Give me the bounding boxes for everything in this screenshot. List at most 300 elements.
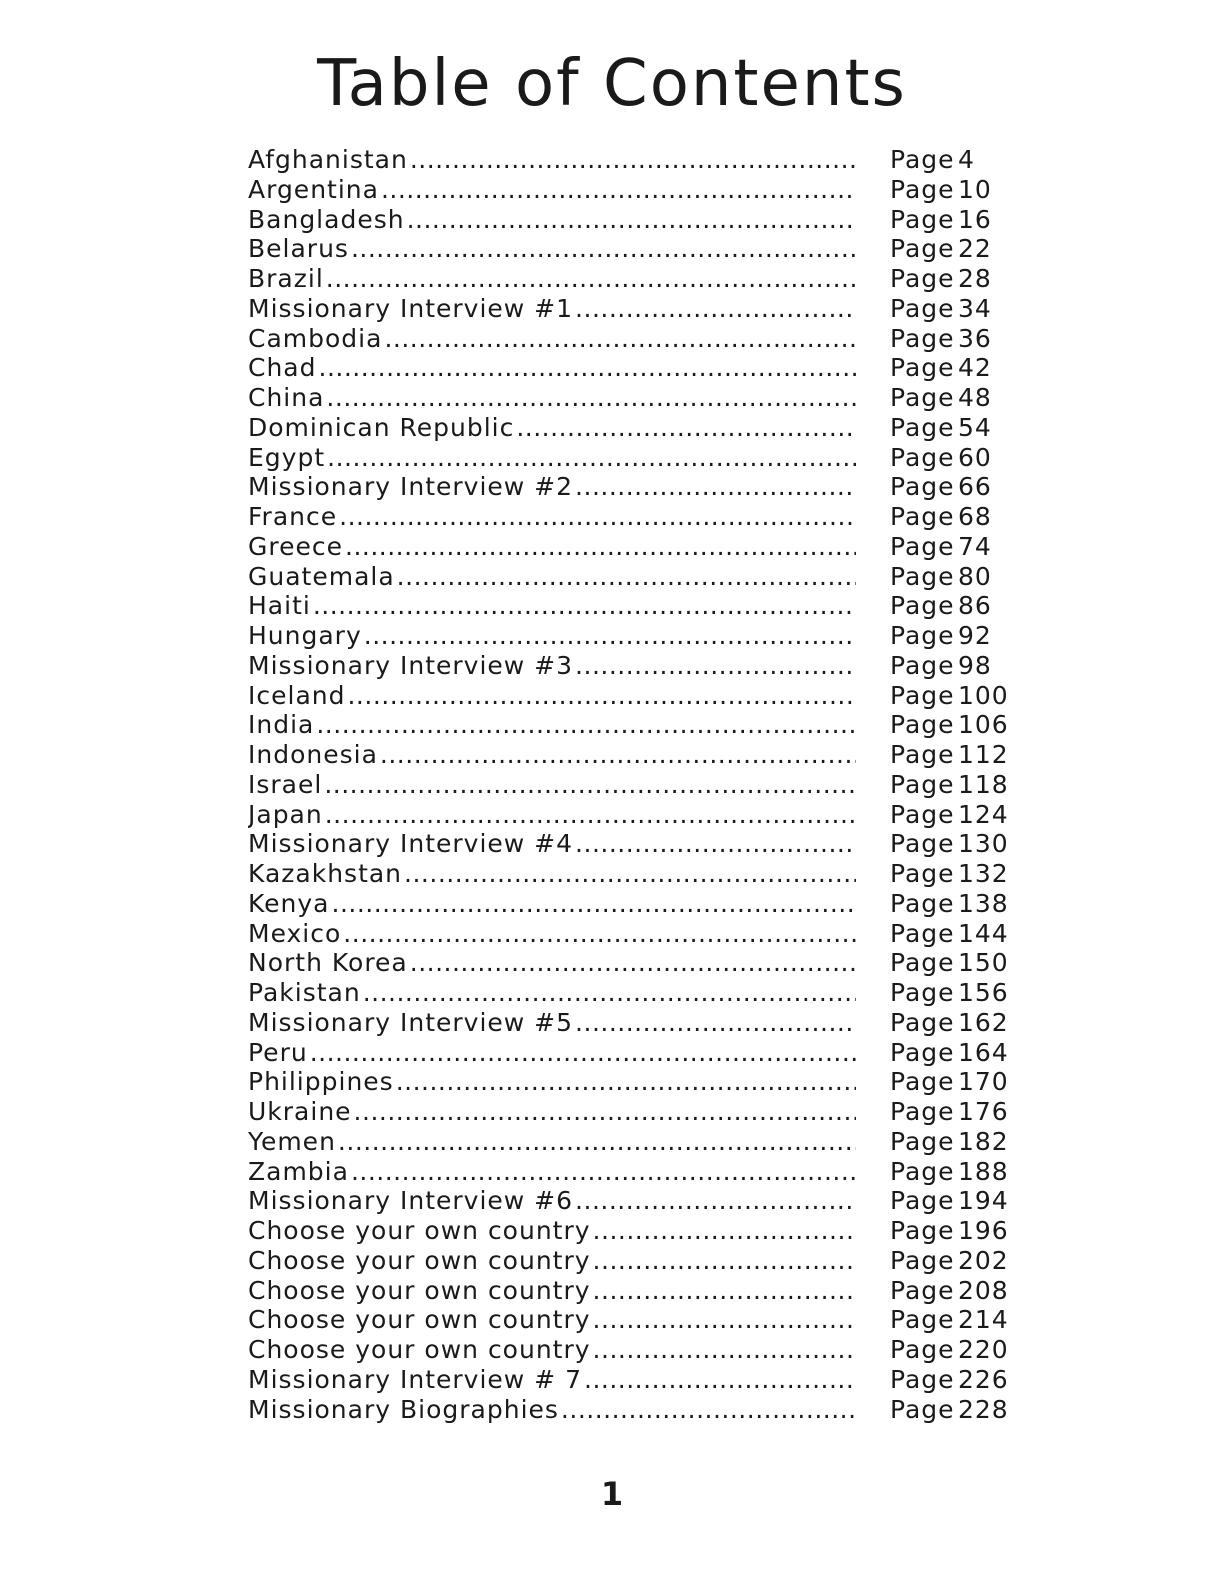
toc-entry-page-ref bbox=[890, 294, 992, 324]
toc-page-word: Page bbox=[890, 1156, 955, 1186]
toc-page-number: 36 bbox=[958, 323, 992, 353]
toc-entry-page-ref bbox=[890, 978, 1009, 1008]
dot-leader bbox=[310, 1038, 856, 1068]
page-title: Table of Contents bbox=[317, 47, 907, 121]
dot-leader bbox=[363, 978, 856, 1008]
dot-leader bbox=[575, 472, 856, 502]
toc-page-number: 112 bbox=[958, 740, 1009, 769]
toc-entry bbox=[248, 1186, 1038, 1216]
toc-entry-title-leader bbox=[248, 681, 856, 711]
dot-leader bbox=[593, 1305, 856, 1335]
toc-page-word: Page bbox=[890, 145, 955, 174]
toc-entry-title-leader bbox=[248, 800, 856, 830]
toc-entry-page-ref bbox=[890, 710, 1009, 740]
toc-entry bbox=[248, 919, 1038, 949]
toc-entry-page-ref bbox=[890, 1067, 1009, 1097]
toc-entry-label: Choose your own country bbox=[248, 1335, 591, 1364]
toc-entry-label: Missionary Interview #3 bbox=[248, 650, 574, 680]
toc-page-word: Page bbox=[890, 174, 955, 204]
toc-page-word: Page bbox=[890, 799, 955, 829]
dot-leader bbox=[316, 710, 856, 740]
toc-entry-page-ref bbox=[890, 1395, 1009, 1425]
toc-page-word: Page bbox=[890, 859, 955, 888]
toc-entry-label: Greece bbox=[248, 531, 343, 561]
toc-entry-label: Missionary Biographies bbox=[248, 1394, 559, 1424]
toc-entry-page-ref bbox=[890, 1008, 1009, 1038]
toc-entry-title-leader bbox=[248, 978, 856, 1008]
toc-page-word: Page bbox=[890, 293, 955, 323]
toc-entry-title-leader bbox=[248, 651, 856, 681]
toc-entry bbox=[248, 234, 1038, 264]
toc-entry-title-leader bbox=[248, 1335, 856, 1365]
toc-entry bbox=[248, 740, 1038, 770]
toc-entry-page-ref bbox=[890, 175, 992, 205]
toc-entry-label: Missionary Interview #2 bbox=[248, 472, 574, 502]
toc-entry-title-leader bbox=[248, 205, 856, 235]
dot-leader bbox=[347, 681, 856, 711]
toc-page-word: Page bbox=[890, 383, 955, 412]
toc-page-word: Page bbox=[890, 204, 955, 234]
toc-entry-page-ref bbox=[890, 1038, 1009, 1068]
dot-leader bbox=[575, 1008, 856, 1038]
toc-entry-page-ref bbox=[890, 413, 992, 443]
toc-page-word: Page bbox=[890, 1335, 955, 1364]
toc-page-number: 194 bbox=[958, 1186, 1009, 1216]
toc-entry-page-ref bbox=[890, 234, 992, 264]
toc-entry-title-leader bbox=[248, 472, 856, 502]
toc-entry-page-ref bbox=[890, 1127, 1009, 1157]
toc-entry-title-leader bbox=[248, 591, 856, 621]
toc-entry bbox=[248, 1395, 1038, 1425]
toc-entry-label: Guatemala bbox=[248, 561, 395, 591]
toc-page-word: Page bbox=[890, 650, 955, 680]
toc-entry bbox=[248, 1038, 1038, 1068]
footer-page-number: 1 bbox=[600, 1475, 624, 1513]
toc-entry-page-ref bbox=[890, 681, 1009, 711]
toc-entry-page-ref bbox=[890, 1097, 1009, 1127]
toc-page-word: Page bbox=[890, 1037, 955, 1067]
toc-page-number: 60 bbox=[958, 442, 992, 472]
toc-page-number: 54 bbox=[958, 412, 992, 442]
dot-leader bbox=[319, 353, 857, 383]
dot-leader bbox=[338, 1127, 856, 1157]
dot-leader bbox=[575, 294, 856, 324]
toc-entry-page-ref bbox=[890, 1276, 1009, 1306]
dot-leader bbox=[593, 1335, 856, 1365]
toc-entry-title-leader bbox=[248, 621, 856, 651]
dot-leader bbox=[343, 919, 856, 949]
toc-entry-title-leader bbox=[248, 710, 856, 740]
toc-page-word: Page bbox=[890, 264, 955, 293]
dot-leader bbox=[351, 1157, 856, 1187]
toc-entry-label: Israel bbox=[248, 769, 323, 799]
toc-page-number: 4 bbox=[958, 145, 975, 174]
toc-page-number: 22 bbox=[958, 234, 992, 264]
dot-leader bbox=[410, 145, 856, 175]
toc-page-number: 100 bbox=[958, 680, 1009, 710]
toc-entry bbox=[248, 948, 1038, 978]
toc-entry-label: Argentina bbox=[248, 174, 379, 204]
toc-entry-title-leader bbox=[248, 1157, 856, 1187]
toc-page-number: 226 bbox=[958, 1364, 1009, 1394]
toc-page-number: 188 bbox=[958, 1156, 1009, 1186]
toc-entry-page-ref bbox=[890, 205, 992, 235]
toc-page-number: 228 bbox=[958, 1394, 1009, 1424]
dot-leader bbox=[384, 324, 856, 354]
toc-page-number: 208 bbox=[958, 1275, 1009, 1305]
toc-entry-page-ref bbox=[890, 621, 992, 651]
dot-leader bbox=[351, 234, 856, 264]
toc-page-number: 214 bbox=[958, 1305, 1009, 1335]
toc-entry-page-ref bbox=[890, 443, 992, 473]
toc-entry bbox=[248, 175, 1038, 205]
toc-entry-label: Dominican Republic bbox=[248, 412, 515, 442]
toc-entry-label: China bbox=[248, 383, 325, 412]
toc-entry-label: Zambia bbox=[248, 1156, 349, 1186]
dot-leader bbox=[345, 532, 856, 562]
toc-page-word: Page bbox=[890, 978, 955, 1007]
toc-entry bbox=[248, 681, 1038, 711]
toc-entry-title-leader bbox=[248, 562, 856, 592]
dot-leader bbox=[327, 443, 856, 473]
toc-entry-label: Cambodia bbox=[248, 323, 383, 353]
toc-entry bbox=[248, 1008, 1038, 1038]
toc-entry-title-leader bbox=[248, 175, 856, 205]
toc-entry-page-ref bbox=[890, 1365, 1009, 1395]
toc-entry-page-ref bbox=[890, 919, 1009, 949]
toc-page-number: 10 bbox=[958, 174, 992, 204]
toc-entry-title-leader bbox=[248, 1127, 856, 1157]
toc-entry-label: Haiti bbox=[248, 591, 311, 621]
toc-page-number: 118 bbox=[958, 769, 1009, 799]
toc-entry bbox=[248, 1067, 1038, 1097]
toc-page-word: Page bbox=[890, 769, 955, 799]
toc-page-word: Page bbox=[890, 1364, 955, 1394]
toc-entry-label: India bbox=[248, 710, 315, 740]
toc-entry-label: Japan bbox=[248, 799, 323, 829]
toc-entry-title-leader bbox=[248, 294, 856, 324]
dot-leader bbox=[593, 1276, 856, 1306]
toc-page-number: 132 bbox=[958, 859, 1009, 888]
toc-page-word: Page bbox=[890, 353, 955, 383]
toc-entry bbox=[248, 889, 1038, 919]
toc-page-number: 220 bbox=[958, 1335, 1009, 1364]
toc-entry-title-leader bbox=[248, 383, 856, 413]
toc-page-number: 156 bbox=[958, 978, 1009, 1007]
toc-entry-title-leader bbox=[248, 413, 856, 443]
toc-page-word: Page bbox=[890, 1007, 955, 1037]
toc-page-word: Page bbox=[890, 740, 955, 769]
toc-entry-label: Choose your own country bbox=[248, 1305, 591, 1335]
toc-page-word: Page bbox=[890, 1126, 955, 1156]
toc-entry bbox=[248, 145, 1038, 175]
toc-page-number: 182 bbox=[958, 1126, 1009, 1156]
toc-page-word: Page bbox=[890, 829, 955, 859]
toc-entry-label: Missionary Interview # 7 bbox=[248, 1364, 582, 1394]
toc-entry bbox=[248, 205, 1038, 235]
toc-entry-page-ref bbox=[890, 145, 975, 175]
toc-entry bbox=[248, 829, 1038, 859]
toc-page-number: 170 bbox=[958, 1067, 1009, 1097]
toc-page-number: 106 bbox=[958, 710, 1009, 740]
toc-page-number: 68 bbox=[958, 502, 992, 531]
toc-entry-title-leader bbox=[248, 889, 856, 919]
toc-entry-label: Indonesia bbox=[248, 740, 378, 769]
toc-page-word: Page bbox=[890, 1275, 955, 1305]
toc-entry bbox=[248, 1216, 1038, 1246]
toc-entry-label: Yemen bbox=[248, 1126, 336, 1156]
toc-page-word: Page bbox=[890, 621, 955, 650]
toc-entry-title-leader bbox=[248, 1395, 856, 1425]
toc-entry bbox=[248, 651, 1038, 681]
toc-entry bbox=[248, 621, 1038, 651]
toc-entry-title-leader bbox=[248, 234, 856, 264]
dot-leader bbox=[326, 383, 856, 413]
toc-entry-page-ref bbox=[890, 324, 992, 354]
dot-leader bbox=[339, 502, 856, 532]
toc-entry-page-ref bbox=[890, 800, 1009, 830]
toc-entry-label: Afghanistan bbox=[248, 145, 408, 174]
toc-entry-page-ref bbox=[890, 562, 992, 592]
toc-entry-label: Egypt bbox=[248, 442, 326, 472]
toc-page-word: Page bbox=[890, 888, 955, 918]
toc-page-number: 138 bbox=[958, 888, 1009, 918]
toc-entry bbox=[248, 324, 1038, 354]
toc-page-number: 28 bbox=[958, 264, 992, 293]
toc-entry-title-leader bbox=[248, 1305, 856, 1335]
toc-entry bbox=[248, 1097, 1038, 1127]
toc-entry-label: Missionary Interview #5 bbox=[248, 1007, 574, 1037]
toc-entry bbox=[248, 532, 1038, 562]
toc-entry-label: Kazakhstan bbox=[248, 859, 403, 888]
toc-page-number: 144 bbox=[958, 918, 1009, 948]
toc-entry-label: Iceland bbox=[248, 680, 346, 710]
toc-entry-label: Hungary bbox=[248, 621, 362, 650]
toc-entry bbox=[248, 800, 1038, 830]
toc-page-number: 74 bbox=[958, 531, 992, 561]
toc-entry-title-leader bbox=[248, 1246, 856, 1276]
toc-page-number: 162 bbox=[958, 1007, 1009, 1037]
toc-entry-title-leader bbox=[248, 1097, 856, 1127]
dot-leader bbox=[313, 591, 856, 621]
toc-page-word: Page bbox=[890, 948, 955, 978]
toc-entry-page-ref bbox=[890, 502, 992, 532]
toc-entry-title-leader bbox=[248, 1365, 856, 1395]
toc-entry-label: France bbox=[248, 502, 338, 531]
toc-page-word: Page bbox=[890, 561, 955, 591]
dot-leader bbox=[354, 1097, 856, 1127]
toc-entry-label: Belarus bbox=[248, 234, 349, 264]
toc-entry-label: Peru bbox=[248, 1037, 308, 1067]
toc-page-number: 34 bbox=[958, 293, 992, 323]
toc-entry-label: Choose your own country bbox=[248, 1275, 591, 1305]
toc-entry-page-ref bbox=[890, 472, 992, 502]
toc-entry-title-leader bbox=[248, 859, 856, 889]
toc-entry bbox=[248, 1157, 1038, 1187]
dot-leader bbox=[380, 740, 856, 770]
dot-leader bbox=[575, 829, 856, 859]
toc-entry bbox=[248, 710, 1038, 740]
toc-page-number: 80 bbox=[958, 561, 992, 591]
toc-entry bbox=[248, 472, 1038, 502]
dot-leader bbox=[593, 1216, 856, 1246]
toc-entry-page-ref bbox=[890, 532, 992, 562]
dot-leader bbox=[326, 264, 856, 294]
toc-entry-page-ref bbox=[890, 770, 1009, 800]
dot-leader bbox=[397, 562, 856, 592]
toc-page-word: Page bbox=[890, 1245, 955, 1275]
toc-page-number: 196 bbox=[958, 1216, 1009, 1245]
toc-page-number: 164 bbox=[958, 1037, 1009, 1067]
dot-leader bbox=[593, 1246, 856, 1276]
dot-leader bbox=[516, 413, 856, 443]
toc-entry bbox=[248, 294, 1038, 324]
toc-page-number: 124 bbox=[958, 799, 1009, 829]
toc-entry-label: Chad bbox=[248, 353, 317, 383]
toc-entry-page-ref bbox=[890, 264, 992, 294]
toc-page-number: 48 bbox=[958, 383, 992, 412]
toc-entry-title-leader bbox=[248, 740, 856, 770]
dot-leader bbox=[407, 205, 856, 235]
toc-entry-title-leader bbox=[248, 324, 856, 354]
toc-entry-title-leader bbox=[248, 1038, 856, 1068]
toc-entry-page-ref bbox=[890, 591, 992, 621]
toc-page-word: Page bbox=[890, 918, 955, 948]
toc-entry-page-ref bbox=[890, 1157, 1009, 1187]
dot-leader bbox=[404, 859, 856, 889]
toc-entry-label: Choose your own country bbox=[248, 1245, 591, 1275]
toc-page-word: Page bbox=[890, 1394, 955, 1424]
toc-entry-label: Philippines bbox=[248, 1067, 394, 1097]
toc-page-word: Page bbox=[890, 591, 955, 621]
toc-entry-label: Bangladesh bbox=[248, 204, 405, 234]
toc-page-number: 202 bbox=[958, 1245, 1009, 1275]
toc-page-word: Page bbox=[890, 502, 955, 531]
toc-page-number: 150 bbox=[958, 948, 1009, 978]
dot-leader bbox=[575, 651, 856, 681]
toc-entry bbox=[248, 562, 1038, 592]
toc-page-word: Page bbox=[890, 1216, 955, 1245]
toc-entry-label: Missionary Interview #1 bbox=[248, 293, 574, 323]
toc-page-word: Page bbox=[890, 1067, 955, 1097]
toc-page-word: Page bbox=[890, 1186, 955, 1216]
toc-entry-title-leader bbox=[248, 532, 856, 562]
toc-page-word: Page bbox=[890, 531, 955, 561]
toc-entry-page-ref bbox=[890, 353, 992, 383]
toc-page-number: 86 bbox=[958, 591, 992, 621]
toc-page-word: Page bbox=[890, 323, 955, 353]
toc-entry bbox=[248, 1276, 1038, 1306]
toc-entry-label: Missionary Interview #4 bbox=[248, 829, 574, 859]
toc-entry bbox=[248, 1246, 1038, 1276]
dot-leader bbox=[396, 1067, 856, 1097]
toc-page-word: Page bbox=[890, 680, 955, 710]
dot-leader bbox=[325, 800, 856, 830]
toc-entry-title-leader bbox=[248, 353, 856, 383]
toc-page-word: Page bbox=[890, 1097, 955, 1126]
toc-page-number: 130 bbox=[958, 829, 1009, 859]
toc-entry-page-ref bbox=[890, 1216, 1009, 1246]
toc-entry-title-leader bbox=[248, 443, 856, 473]
toc-entry-label: Mexico bbox=[248, 918, 342, 948]
toc-entry bbox=[248, 1335, 1038, 1365]
toc-page-word: Page bbox=[890, 472, 955, 502]
toc-entry-title-leader bbox=[248, 1216, 856, 1246]
dot-leader bbox=[324, 770, 856, 800]
table-of-contents-list bbox=[248, 145, 1038, 1424]
toc-entry-page-ref bbox=[890, 1246, 1009, 1276]
toc-page-number: 92 bbox=[958, 621, 992, 650]
toc-page-number: 98 bbox=[958, 650, 992, 680]
dot-leader bbox=[381, 175, 856, 205]
dot-leader bbox=[584, 1365, 856, 1395]
toc-page-word: Page bbox=[890, 710, 955, 740]
dot-leader bbox=[575, 1186, 856, 1216]
toc-entry-label: Missionary Interview #6 bbox=[248, 1186, 574, 1216]
toc-entry bbox=[248, 264, 1038, 294]
toc-entry-page-ref bbox=[890, 948, 1009, 978]
toc-entry-title-leader bbox=[248, 1067, 856, 1097]
toc-entry-label: Ukraine bbox=[248, 1097, 352, 1126]
toc-entry bbox=[248, 770, 1038, 800]
toc-entry-page-ref bbox=[890, 740, 1009, 770]
toc-entry-title-leader bbox=[248, 770, 856, 800]
toc-page-number: 176 bbox=[958, 1097, 1009, 1126]
toc-entry bbox=[248, 443, 1038, 473]
dot-leader bbox=[332, 889, 857, 919]
toc-page-word: Page bbox=[890, 412, 955, 442]
toc-entry-title-leader bbox=[248, 919, 856, 949]
toc-entry-label: Brazil bbox=[248, 264, 324, 293]
toc-entry bbox=[248, 413, 1038, 443]
toc-entry-page-ref bbox=[890, 1186, 1009, 1216]
toc-entry-title-leader bbox=[248, 264, 856, 294]
toc-page-word: Page bbox=[890, 1305, 955, 1335]
toc-entry-page-ref bbox=[890, 383, 992, 413]
toc-entry-page-ref bbox=[890, 1335, 1009, 1365]
toc-entry-title-leader bbox=[248, 829, 856, 859]
toc-page-number: 16 bbox=[958, 204, 992, 234]
toc-page-word: Page bbox=[890, 442, 955, 472]
toc-entry-title-leader bbox=[248, 502, 856, 532]
toc-entry-title-leader bbox=[248, 948, 856, 978]
toc-entry-label: North Korea bbox=[248, 948, 408, 978]
toc-entry bbox=[248, 502, 1038, 532]
toc-entry-title-leader bbox=[248, 145, 856, 175]
toc-entry-page-ref bbox=[890, 1305, 1009, 1335]
toc-entry-title-leader bbox=[248, 1276, 856, 1306]
toc-entry-page-ref bbox=[890, 859, 1009, 889]
toc-page-number: 42 bbox=[958, 353, 992, 383]
toc-entry-label: Kenya bbox=[248, 888, 330, 918]
toc-page-word: Page bbox=[890, 234, 955, 264]
toc-entry-page-ref bbox=[890, 651, 992, 681]
toc-entry-title-leader bbox=[248, 1186, 856, 1216]
toc-entry bbox=[248, 1127, 1038, 1157]
toc-entry bbox=[248, 353, 1038, 383]
dot-leader bbox=[410, 948, 856, 978]
toc-entry-label: Pakistan bbox=[248, 978, 361, 1007]
toc-page-number: 66 bbox=[958, 472, 992, 502]
toc-entry-label: Choose your own country bbox=[248, 1216, 591, 1245]
toc-entry bbox=[248, 383, 1038, 413]
toc-entry bbox=[248, 1365, 1038, 1395]
toc-entry-title-leader bbox=[248, 1008, 856, 1038]
toc-entry bbox=[248, 591, 1038, 621]
toc-entry bbox=[248, 978, 1038, 1008]
toc-entry bbox=[248, 859, 1038, 889]
toc-entry-page-ref bbox=[890, 889, 1009, 919]
